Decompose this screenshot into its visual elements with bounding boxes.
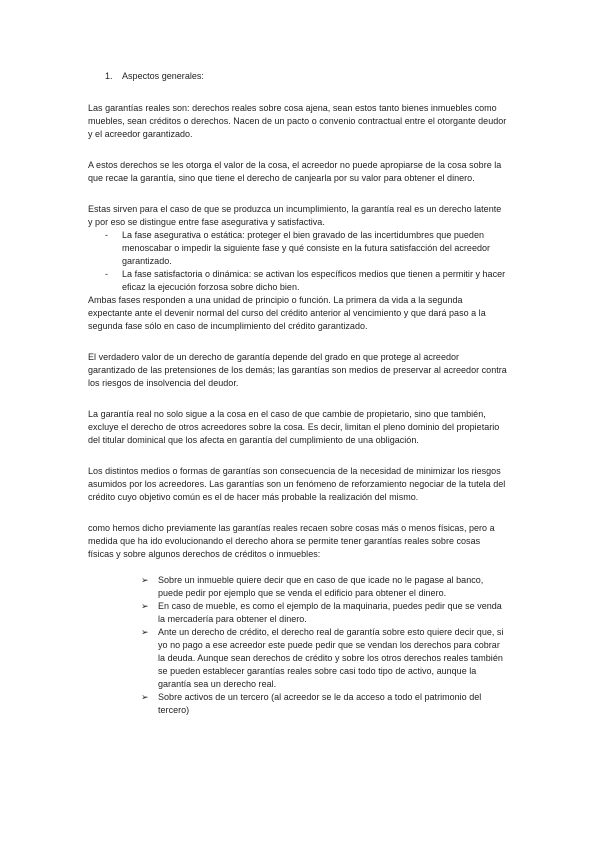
list-item-text: Sobre activos de un tercero (al acreedor se le da acceso a todo el patrimonio del tercero): [158, 692, 482, 715]
list-item-text: La fase satisfactoria o dinámica: se activan los específicos medios que tienen a permitir y hacer eficaz la ejecución forzosa sobre dicho bien.: [122, 269, 506, 292]
paragraph-true-value: El verdadero valor de un derecho de garantía depende del grado en que protege al acreedor garantizado de las pretensiones de los demás; las garantías son medios de preservar al acreedor contra los riesgos de insolvencia del deudor.: [88, 352, 507, 388]
document-body: [88, 70, 508, 717]
section-heading: [105, 70, 508, 83]
examples-list: [88, 574, 506, 717]
list-item: [141, 626, 506, 691]
section-title: Aspectos generales:: [122, 71, 204, 81]
list-item: [141, 600, 506, 626]
paragraph-follows-thing: La garantía real no solo sigue a la cosa en el caso de que cambie de propietario, sino que también, excluye el derecho de otros acreedores sobre la cosa. Es decir, limitan el pleno dominio del propietario del titular dominical que los afecta en garantía del cumplimiento de una obligación.: [88, 409, 500, 445]
paragraph-phases-unity: Ambas fases responden a una unidad de principio o función. La primera da vida a la segunda expectante ante el devenir normal del curso del crédito anterior al vencimiento y que dará paso a la segunda fase sólo en caso de incumplimiento del crédito garantizado.: [88, 295, 486, 331]
phases-list: [88, 229, 508, 294]
section-number: 1.: [105, 71, 113, 81]
paragraph-value: A estos derechos se les otorga el valor de la cosa, el acreedor no puede apropiarse de la cosa sobre la que recae la garantía, sino que tiene el derecho de canjearla por su valor para obtener el dinero.: [88, 160, 502, 183]
paragraph-definition: Las garantías reales son: derechos reales sobre cosa ajena, sean estos tanto bienes inmuebles como muebles, sean créditos o derechos. Nacen de un pacto o convenio contractual entre el otorgante deudor y el acreedor garantizado.: [88, 103, 507, 139]
list-item-text: Sobre un inmueble quiere decir que en caso de que icade no le pagase al banco, puede pedir por ejemplo que se venda el edificio para obtener el dinero.: [158, 575, 484, 598]
paragraph-phases-intro: Estas sirven para el caso de que se produzca un incumplimiento, la garantía real es un derecho latente y por eso se distingue entre fase asegurativa y satisfactiva.: [88, 204, 502, 227]
arrow-bullet-icon: ➢: [141, 601, 149, 611]
paragraph-physical-things: como hemos dicho previamente las garantías reales recaen sobre cosas más o menos físicas, pero a medida que ha ido evolucionando el derecho ahora se permite tener garantías reales sobre cosas físicas y sobre algunos derechos de créditos o inmuebles:: [88, 523, 495, 559]
list-item: [88, 268, 508, 294]
list-item: [141, 691, 506, 717]
paragraph-means-forms: Los distintos medios o formas de garantías son consecuencia de la necesidad de minimizar los riesgos asumidos por los acreedores. Las garantías son un fenómeno de reforzamiento negociar de la tutela del crédito cuyo objetivo común es el de hacer más probable la realización del mismo.: [88, 466, 506, 502]
list-item-text: En caso de mueble, es como el ejemplo de la maquinaria, puedes pedir que se venda la mercadería para obtener el dinero.: [158, 601, 502, 624]
list-item: [88, 229, 508, 268]
arrow-bullet-icon: ➢: [141, 627, 149, 637]
list-item: [141, 574, 506, 600]
arrow-bullet-icon: ➢: [141, 692, 149, 702]
list-item-text: La fase asegurativa o estática: proteger el bien gravado de las incertidumbres que pueden menoscabar o impedir la siguiente fase y qué consiste en la futura satisfacción del acreedor garantizado.: [122, 230, 491, 266]
dash-bullet: -: [105, 269, 109, 279]
list-item-text: Ante un derecho de crédito, el derecho real de garantía sobre esto quiere decir que, si yo no pago a ese acreedor este puede pedir que se vendan los derechos para cobrar la deuda. Aunque sean derechos de crédito y sobre los otros derechos reales también se pueden establecer garantías reales sobre casi todo tipo de activo, aunque la garantía sea un derecho real.: [158, 627, 504, 689]
dash-bullet: -: [105, 230, 109, 240]
arrow-bullet-icon: ➢: [141, 575, 149, 585]
